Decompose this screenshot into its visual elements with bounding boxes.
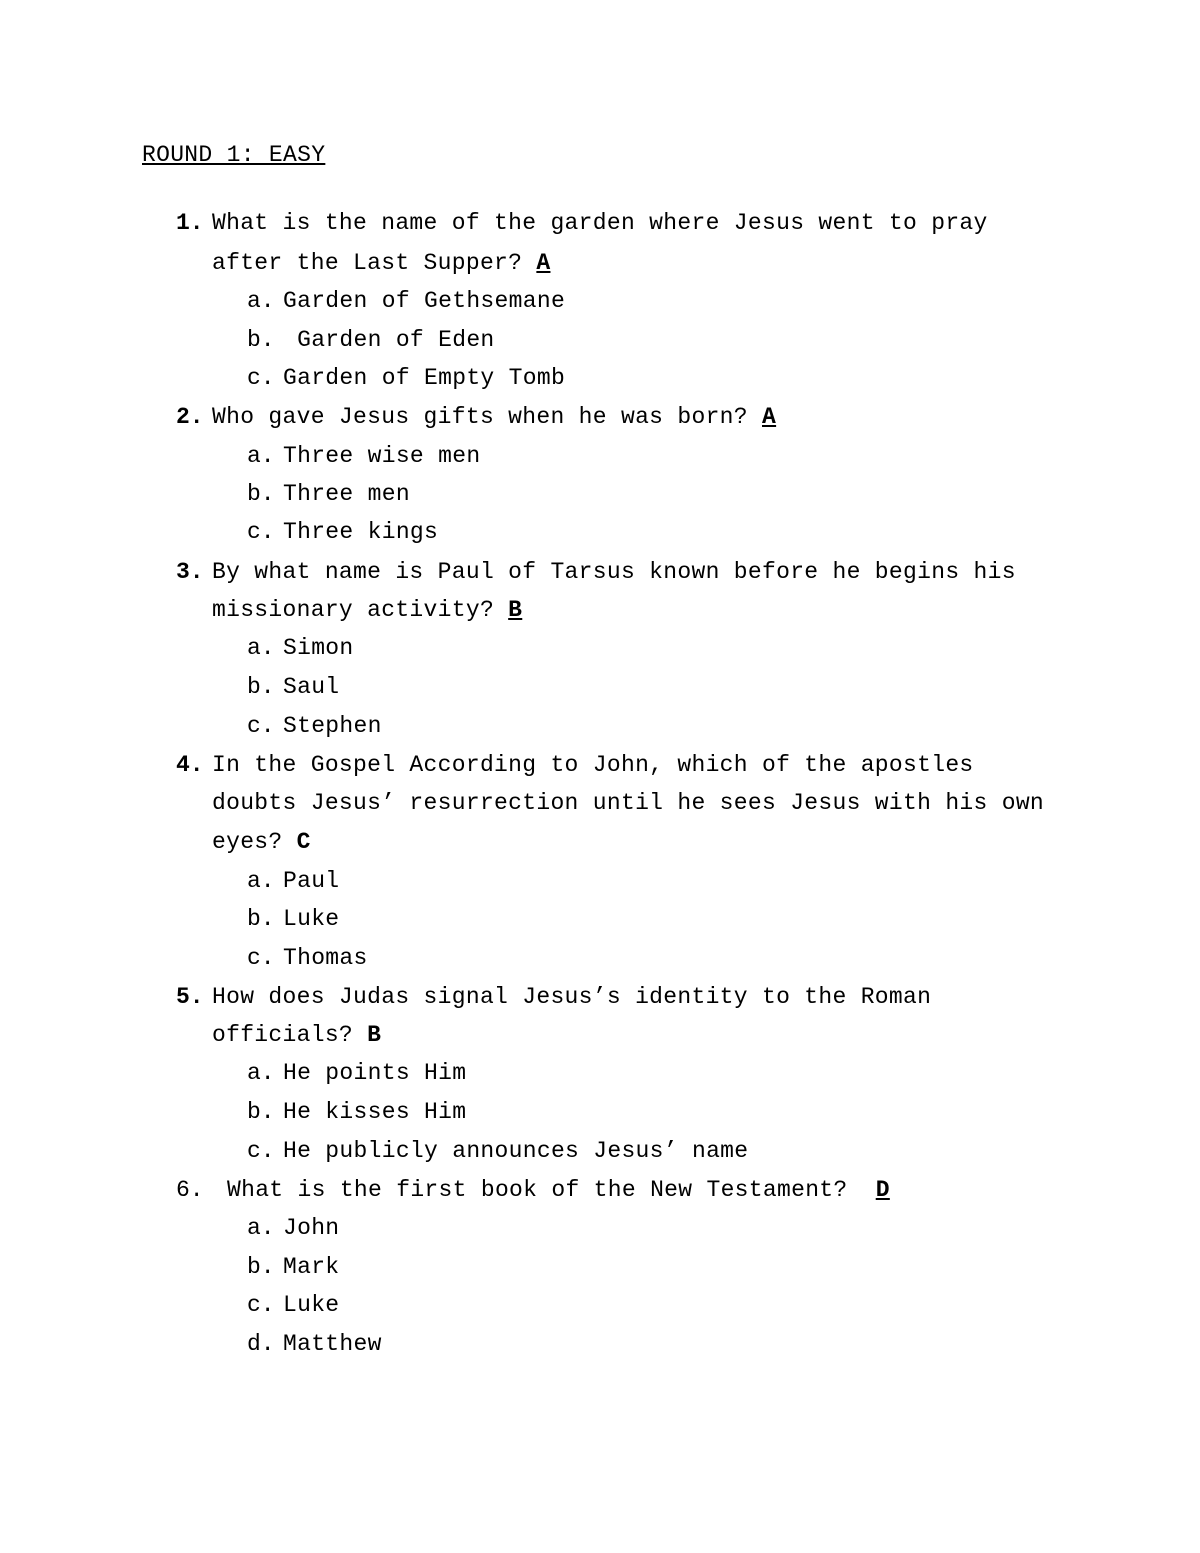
question-1-number: 1. (176, 210, 204, 236)
question-2-text-line-1 (212, 403, 776, 431)
q5-option-b-letter: b. (247, 1099, 275, 1125)
question-4-number: 4. (176, 752, 204, 778)
question-6-text-line-1 (227, 1176, 890, 1204)
question-1-answer: A (536, 250, 551, 276)
q5-option-a-letter: a. (247, 1060, 275, 1086)
q1-option-c-letter: c. (247, 365, 275, 391)
question-3-text-line-2 (212, 596, 522, 624)
question-5-text-line-2 (212, 1021, 381, 1049)
q2-option-b-letter: b. (247, 481, 275, 507)
q3-option-a-letter: a. (247, 635, 275, 661)
q3-option-c-text: Stephen (283, 713, 382, 739)
q6-option-d-letter: d. (247, 1331, 275, 1357)
question-6-answer: D (875, 1177, 890, 1203)
q3-option-c-letter: c. (247, 713, 275, 739)
question-5-number: 5. (176, 984, 204, 1010)
q4-option-c-letter: c. (247, 945, 275, 971)
question-6-number: 6. (176, 1177, 204, 1203)
q6-option-c-text: Luke (283, 1292, 340, 1318)
question-6-text: What is the first book of the New Testament? (227, 1177, 848, 1203)
question-5-answer: B (367, 1022, 382, 1048)
q4-option-a-text: Paul (283, 868, 340, 894)
q2-option-c-text: Three kings (283, 519, 439, 545)
q2-option-c-letter: c. (247, 519, 275, 545)
q5-option-c-text: He publicly announces Jesus’ name (283, 1138, 749, 1164)
q2-option-a-text: Three wise men (283, 443, 481, 469)
q4-option-c-text: Thomas (283, 945, 368, 971)
question-4-text-line-3 (212, 828, 311, 856)
q2-option-a-letter: a. (247, 443, 275, 469)
q6-option-b-text: Mark (283, 1254, 340, 1280)
question-4-text: eyes? (212, 829, 283, 855)
q6-option-d-text: Matthew (283, 1331, 382, 1357)
q5-option-a-text: He points Him (283, 1060, 467, 1086)
question-3-text-line-1: By what name is Paul of Tarsus known before he begins his (212, 559, 1016, 585)
round-heading: ROUND 1: EASY (142, 142, 326, 168)
q4-option-a-letter: a. (247, 868, 275, 894)
question-5-text-line-1: How does Judas signal Jesus’s identity to the Roman (212, 984, 932, 1010)
q4-option-b-letter: b. (247, 906, 275, 932)
q5-option-c-letter: c. (247, 1138, 275, 1164)
q1-option-c-text: Garden of Empty Tomb (283, 365, 566, 391)
q1-option-a-text: Garden of Gethsemane (283, 288, 566, 314)
q4-option-b-text: Luke (283, 906, 340, 932)
question-2-answer: A (762, 404, 777, 430)
q6-option-a-text: John (283, 1215, 340, 1241)
q2-option-b-text: Three men (283, 481, 410, 507)
q1-option-b-text: Garden of Eden (283, 327, 495, 353)
question-1-text: after the Last Supper? (212, 250, 523, 276)
q1-option-b-letter: b. (247, 327, 275, 353)
question-4-text-line-1: In the Gospel According to John, which of the apostles (212, 752, 974, 778)
question-3-answer: B (508, 597, 523, 623)
q3-option-b-text: Saul (283, 674, 340, 700)
q5-option-b-text: He kisses Him (283, 1099, 467, 1125)
question-3-number: 3. (176, 559, 204, 585)
q6-option-b-letter: b. (247, 1254, 275, 1280)
q1-option-a-letter: a. (247, 288, 275, 314)
question-4-answer: C (296, 829, 311, 855)
q3-option-a-text: Simon (283, 635, 354, 661)
question-3-text: missionary activity? (212, 597, 495, 623)
q6-option-a-letter: a. (247, 1215, 275, 1241)
question-1-text-line-1: What is the name of the garden where Jesus went to pray (212, 210, 988, 236)
question-2-number: 2. (176, 404, 204, 430)
q3-option-b-letter: b. (247, 674, 275, 700)
q6-option-c-letter: c. (247, 1292, 275, 1318)
question-4-text-line-2: doubts Jesus’ resurrection until he sees Jesus with his own (212, 790, 1045, 816)
question-2-text: Who gave Jesus gifts when he was born? (212, 404, 748, 430)
question-5-text: officials? (212, 1022, 354, 1048)
question-1-text-line-2 (212, 249, 550, 277)
